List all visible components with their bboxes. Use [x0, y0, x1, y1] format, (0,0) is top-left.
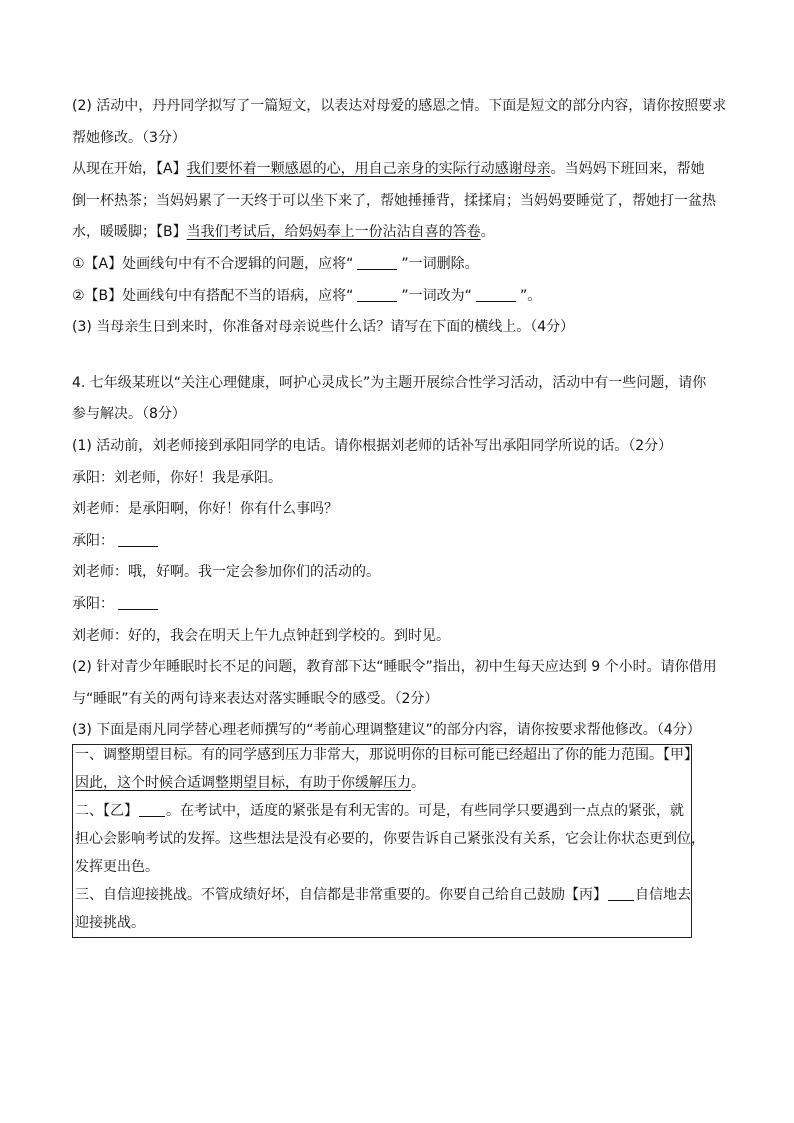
sub-item-2-suffix: ”。 [519, 287, 542, 304]
q4-part2-line2: 与“睡眠”有关的两句诗来表达对落实睡眠令的感受。（2分） [72, 690, 439, 707]
answer-blank[interactable] [357, 287, 397, 302]
suggestion-box [72, 744, 705, 938]
dialogue-line-with-blank [72, 531, 722, 551]
sub-item-1-text: ①【A】处画线句中有不合逻辑的问题，应将“ [72, 255, 354, 272]
dialogue-speaker: 承阳： [72, 532, 114, 549]
sub-item-2-text: ②【B】处画线句中有搭配不当的语病，应将“ [72, 287, 354, 304]
passage-line3-suffix: 。 [480, 224, 495, 241]
sub-item-2 [72, 286, 722, 306]
dialogue-line: 刘老师：好的，我会在明天上午九点钟赶到学校的。到时见。 [72, 627, 450, 644]
answer-blank[interactable] [357, 255, 397, 270]
q4-part1: (1) 活动前，刘老师接到承阳同学的电话。请你根据刘老师的话补写出承阳同学所说的话。（2分） [72, 437, 673, 454]
q3-part2-intro-line1: (2) 活动中，丹丹同学拟写了一篇短文，以表达对母爱的感恩之情。下面是短文的部分内容，请你按照要求 [72, 98, 727, 114]
box-section3-line1 [73, 885, 691, 905]
dialogue-speaker: 承阳： [72, 595, 114, 612]
underlined-sentence-b: 当我们考试后，给妈妈奉上一份沾沾自喜的答卷 [186, 224, 481, 241]
sub-item-1-suffix: ”一词删除。 [401, 255, 479, 272]
box-section1-line2 [73, 773, 691, 793]
q3-part2-intro-line2: 帮她修改。（3分） [72, 129, 186, 146]
box-section2-line2: 担心会影响考试的发挥。这些想法是没有必要的，你要告诉自己紧张没有关系，它会让你状态更到位， [75, 831, 705, 848]
dialogue-line: 刘老师：哦，好啊。我一定会参加你们的活动的。 [72, 564, 380, 581]
q4-intro-line2: 参与解决。（8分） [72, 406, 186, 423]
q4-intro-line1: 4. 七年级某班以“关注心理健康，呵护心灵成长”为主题开展综合性学习活动，活动中有一些问题，请你 [72, 374, 707, 391]
box-section2-line3: 发挥更出色。 [75, 859, 159, 876]
q4-part2-line1: (2) 针对青少年睡眠时长不足的问题，教育部下达“睡眠令”指出，初中生每天应达到 9 个小时。请你借用 [72, 659, 717, 676]
sub-item-2-middle: ”一词改为“ [401, 287, 472, 304]
box-section1-line1: 一、调整期望目标。有的同学感到压力非常大，那说明你的目标可能已经超出了你的能力范围。【甲】 [75, 747, 698, 764]
box-section2-prefix: 二、【乙】 [75, 803, 138, 820]
answer-blank[interactable] [139, 802, 165, 817]
spacer [72, 349, 722, 373]
box-section1-suffix: 。 [411, 775, 425, 792]
answer-blank[interactable] [608, 886, 634, 901]
document-page [72, 96, 727, 938]
box-section2-text: 。在考试中，适度的紧张是有利无害的。可是，有些同学只要遇到一点点的紧张，就 [166, 803, 684, 820]
underlined-sentence-a: 我们要怀着一颗感恩的心，用自己亲身的实际行动感谢母亲 [186, 161, 551, 178]
box-section3-prefix: 三、自信迎接挑战。不管成绩好坏，自信都是非常重要的。你要自己给自己鼓励【丙】 [75, 887, 607, 904]
q4-part3: (3) 下面是雨凡同学替心理老师撰写的“考前心理调整建议”的部分内容，请你按要求帮他修改。（4分） [72, 722, 701, 739]
passage-line3 [72, 222, 722, 242]
answer-blank[interactable] [118, 595, 158, 610]
sub-item-1 [72, 254, 722, 274]
answer-blank[interactable] [118, 532, 158, 547]
passage-line3-prefix: 水，暖暖脚；【B】 [72, 224, 187, 241]
passage-line2: 倒一杯热茶；当妈妈累了一天终于可以坐下来了，帮她捶捶背，揉揉肩；当妈妈要睡觉了，帮她打一盆热 [72, 192, 716, 209]
box-section2-line1 [73, 801, 691, 821]
box-section3-suffix: 自信地去 [635, 887, 691, 904]
passage-line1 [72, 159, 722, 179]
dialogue-line: 承阳：刘老师，你好！我是承阳。 [72, 469, 282, 486]
box-section3-line2: 迎接挑战。 [75, 915, 145, 932]
passage-line1-suffix: 。当妈妈下班回来，帮她 [550, 161, 705, 178]
q3-part3: (3) 当母亲生日到来时，你准备对母亲说些什么话？请写在下面的横线上。（4分） [72, 319, 575, 336]
underlined-sentence-jia: 因此，这个时候合适调整期望目标，有助于你缓解压力 [75, 775, 411, 792]
dialogue-line-with-blank [72, 594, 722, 614]
answer-blank[interactable] [476, 287, 516, 302]
passage-line1-prefix: 从现在开始，【A】 [72, 161, 187, 178]
dialogue-line: 刘老师：是承阳啊，你好！你有什么事吗？ [72, 501, 338, 518]
